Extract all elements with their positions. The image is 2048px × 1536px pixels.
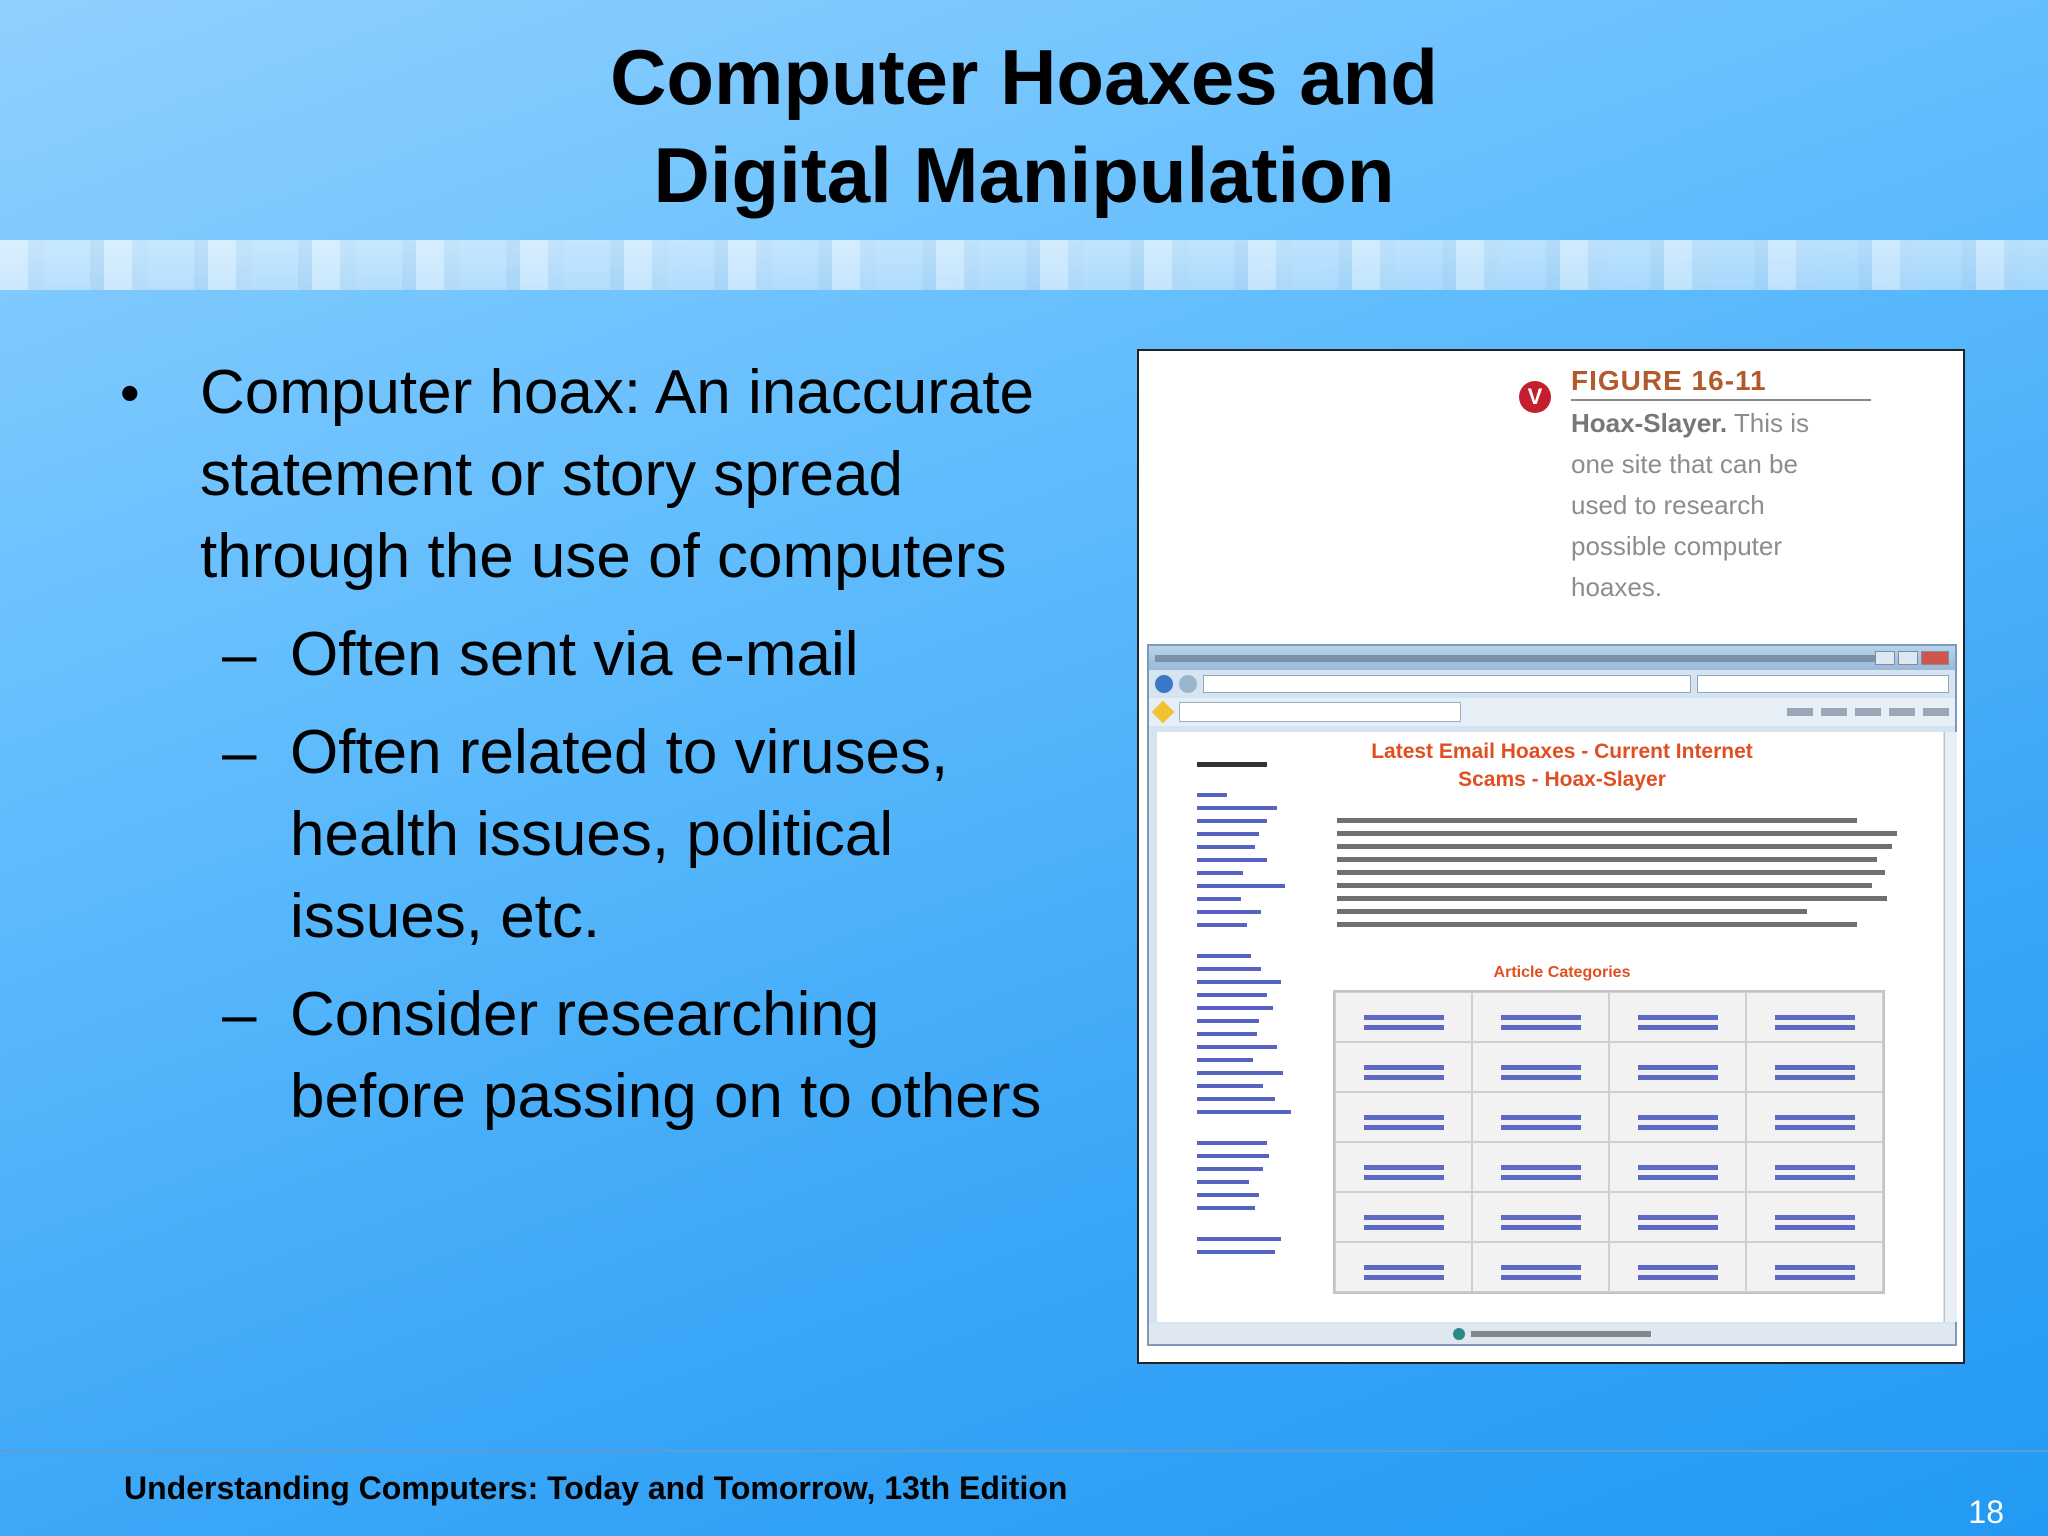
search-box xyxy=(1697,675,1949,693)
page-heading: Latest Email Hoaxes - Current Internet Scams - Hoax-Slayer xyxy=(1371,740,1753,791)
footer-text: Understanding Computers: Today and Tomorrow, 13th Edition xyxy=(124,1470,1068,1506)
sub-bullet-item xyxy=(120,974,1050,1138)
title-line-2: Digital Manipulation xyxy=(653,131,1395,219)
window-controls xyxy=(1875,651,1949,665)
sub-bullet-text: Often sent via e-mail xyxy=(290,620,859,689)
close-icon xyxy=(1921,651,1949,665)
browser-status-bar xyxy=(1149,1324,1955,1344)
browser-screenshot xyxy=(1147,644,1957,1346)
page-number: 18 xyxy=(1968,1494,2004,1530)
toolbar-icons xyxy=(1787,708,1949,716)
title-line-1: Computer Hoaxes and xyxy=(610,33,1438,121)
dash-marker: – xyxy=(222,980,257,1049)
categories-table xyxy=(1333,990,1885,1294)
page-scrollbar xyxy=(1944,732,1957,1322)
caption-text: This is one site that can be used to research possible computer hoaxes. xyxy=(1571,408,1809,602)
globe-icon xyxy=(1453,1328,1465,1340)
address-bar-row xyxy=(1149,670,1955,698)
favorites-star-icon xyxy=(1152,701,1175,724)
bullet-list xyxy=(120,352,1050,1138)
web-page xyxy=(1157,732,1943,1322)
slide-title xyxy=(0,28,2048,224)
categories-heading: Article Categories xyxy=(1493,964,1631,981)
decorative-band xyxy=(0,240,2048,290)
figure-image xyxy=(1137,349,1965,1364)
caption-bold: Hoax-Slayer. xyxy=(1571,408,1728,438)
maximize-icon xyxy=(1898,651,1918,665)
page-body-text xyxy=(1337,818,1897,935)
address-bar xyxy=(1203,675,1691,693)
sub-bullet-item xyxy=(120,614,1050,696)
tab-row xyxy=(1149,698,1955,726)
back-icon xyxy=(1155,675,1173,693)
sub-bullet-text: Consider researching before passing on to others xyxy=(290,980,1042,1131)
site-navigation xyxy=(1197,762,1287,1263)
figure-caption xyxy=(1571,403,1821,608)
publisher-logo-icon: V xyxy=(1519,381,1551,413)
dash-marker: – xyxy=(222,620,257,689)
bullet-text: Computer hoax: An inaccurate statement or story spread through the use of computers xyxy=(200,358,1035,591)
footer-divider xyxy=(0,1450,2048,1452)
bullet-marker: • xyxy=(120,361,140,424)
dash-marker: – xyxy=(222,718,257,787)
figure-label: FIGURE 16-11 xyxy=(1571,365,1871,401)
browser-title-bar xyxy=(1149,646,1955,670)
bullet-item xyxy=(120,352,1050,598)
forward-icon xyxy=(1179,675,1197,693)
browser-tab xyxy=(1179,702,1461,722)
sub-bullet-text: Often related to viruses, health issues, political issues, etc. xyxy=(290,718,949,951)
minimize-icon xyxy=(1875,651,1895,665)
sub-bullet-item xyxy=(120,712,1050,958)
